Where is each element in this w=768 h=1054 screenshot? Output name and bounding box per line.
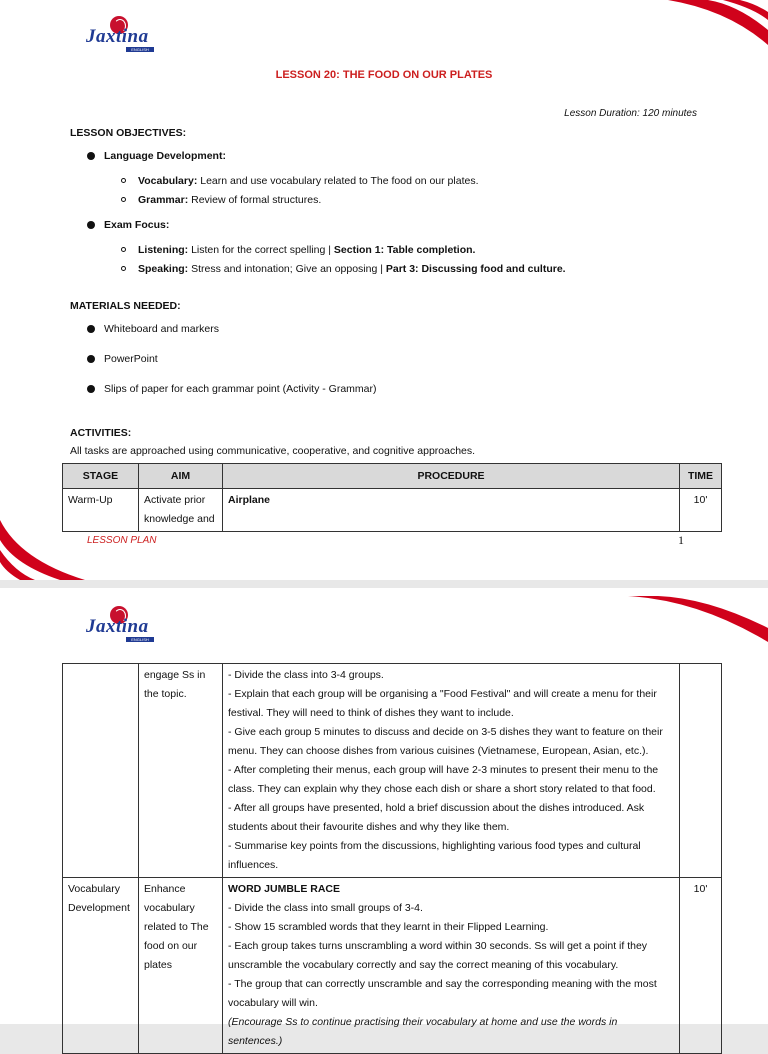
lesson-duration: Lesson Duration: 120 minutes xyxy=(564,108,697,119)
header-time: TIME xyxy=(680,464,722,489)
bullet-exam-focus: Exam Focus: xyxy=(87,219,169,231)
material-item: PowerPoint xyxy=(87,353,158,365)
activities-heading: ACTIVITIES: xyxy=(70,427,132,439)
bullet-dot-icon xyxy=(87,221,95,229)
procedure-line: - Each group takes turns unscrambling a word within 30 seconds. Ss will get a point if they unscramble the vocabulary correctly and say the correct meaning of this vocabulary. xyxy=(228,940,648,971)
procedure-note: (Encourage Ss to continue practising their vocabulary at home and use the words in sentences.) xyxy=(228,1016,618,1047)
cell-stage xyxy=(63,664,139,878)
table-row xyxy=(63,489,722,532)
cell-time xyxy=(680,664,722,878)
logo-wordmark: Jaxtina xyxy=(86,616,149,637)
footer-label: LESSON PLAN xyxy=(87,535,157,546)
cell-time: 10' xyxy=(680,489,722,532)
table-row xyxy=(63,878,722,1054)
cell-procedure: Airplane xyxy=(223,489,680,532)
page-number: 1 xyxy=(678,533,684,547)
header-aim: AIM xyxy=(139,464,223,489)
sub-bullet-icon xyxy=(121,178,126,183)
jaxtina-logo xyxy=(86,16,158,52)
objectives-heading: LESSON OBJECTIVES: xyxy=(70,127,187,139)
procedure-line: - Explain that each group will be organising a "Food Festival" and will create a menu for their festival. They will need to think of dishes they want to include. xyxy=(228,688,657,719)
table-header-row xyxy=(63,464,722,489)
procedure-line: - After completing their menus, each group will have 2-3 minutes to present their menu to the class. They can explain why they chose each dish or share a short story related to that food. xyxy=(228,764,659,795)
cell-aim: engage Ss in the topic. xyxy=(139,664,223,878)
sub-vocabulary: Vocabulary: Learn and use vocabulary related to The food on our plates. xyxy=(121,175,479,187)
procedure-line: - Divide the class into 3-4 groups. xyxy=(228,669,384,681)
header-swoosh-decoration xyxy=(628,0,768,60)
lesson-title: LESSON 20: THE FOOD ON OUR PLATES xyxy=(275,69,493,81)
procedure-title: WORD JUMBLE RACE xyxy=(228,883,340,895)
header-stage: STAGE xyxy=(63,464,139,489)
sub-bullet-icon xyxy=(121,247,126,252)
logo-wordmark: Jaxtina xyxy=(86,26,149,47)
bullet-dot-icon xyxy=(87,355,95,363)
sub-bullet-icon xyxy=(121,266,126,271)
cell-aim: Enhance vocabulary related to The food on our plates xyxy=(139,878,223,1054)
bullet-dot-icon xyxy=(87,385,95,393)
cell-procedure xyxy=(223,664,680,878)
logo-tag: ENGLISH xyxy=(126,47,154,52)
cell-stage: Vocabulary Development xyxy=(63,878,139,1054)
sub-grammar: Grammar: Review of formal structures. xyxy=(121,194,321,206)
material-item: Whiteboard and markers xyxy=(87,323,219,335)
activities-table xyxy=(62,463,722,532)
table-row xyxy=(63,664,722,878)
page-2 xyxy=(0,588,768,1047)
cell-stage: Warm-Up xyxy=(63,489,139,532)
bullet-language-development: Language Development: xyxy=(87,150,226,162)
bullet-dot-icon xyxy=(87,325,95,333)
sub-speaking: Speaking: Stress and intonation; Give an opposing | Part 3: Discussing food and culture. xyxy=(121,263,566,275)
cell-time: 10' xyxy=(680,878,722,1054)
cell-aim: Activate prior knowledge and xyxy=(139,489,223,532)
sub-listening: Listening: Listen for the correct spelling | Section 1: Table completion. xyxy=(121,244,475,256)
procedure-line: - Give each group 5 minutes to discuss and decide on 3-5 dishes they want to feature on their menu. They can choose dishes from various cuisines (Vietnamese, European, Asian, etc.). xyxy=(228,726,663,757)
procedure-line: - Divide the class into small groups of 3-4. xyxy=(228,902,423,914)
procedure-line: - Show 15 scrambled words that they learnt in their Flipped Learning. xyxy=(228,921,549,933)
activities-table-continued xyxy=(62,663,722,1054)
procedure-line: - After all groups have presented, hold a brief discussion about the dishes introduced. Ask students about their favourite dishes and why they like them. xyxy=(228,802,645,833)
procedure-line: - The group that can correctly unscramble and say the corresponding meaning with the most vocabulary will win. xyxy=(228,978,657,1009)
jaxtina-logo xyxy=(86,606,158,642)
header-swoosh-decoration xyxy=(628,592,768,652)
sub-bullet-icon xyxy=(121,197,126,202)
procedure-line: - Summarise key points from the discussions, highlighting various food types and cultural influences. xyxy=(228,840,641,871)
bullet-dot-icon xyxy=(87,152,95,160)
header-procedure: PROCEDURE xyxy=(223,464,680,489)
cell-procedure xyxy=(223,878,680,1054)
activities-intro: All tasks are approached using communicative, cooperative, and cognitive approaches. xyxy=(70,445,476,457)
materials-heading: MATERIALS NEEDED: xyxy=(70,300,181,312)
logo-tag: ENGLISH xyxy=(126,637,154,642)
material-item: Slips of paper for each grammar point (Activity - Grammar) xyxy=(87,383,377,395)
footer-swoosh-decoration xyxy=(0,520,120,580)
